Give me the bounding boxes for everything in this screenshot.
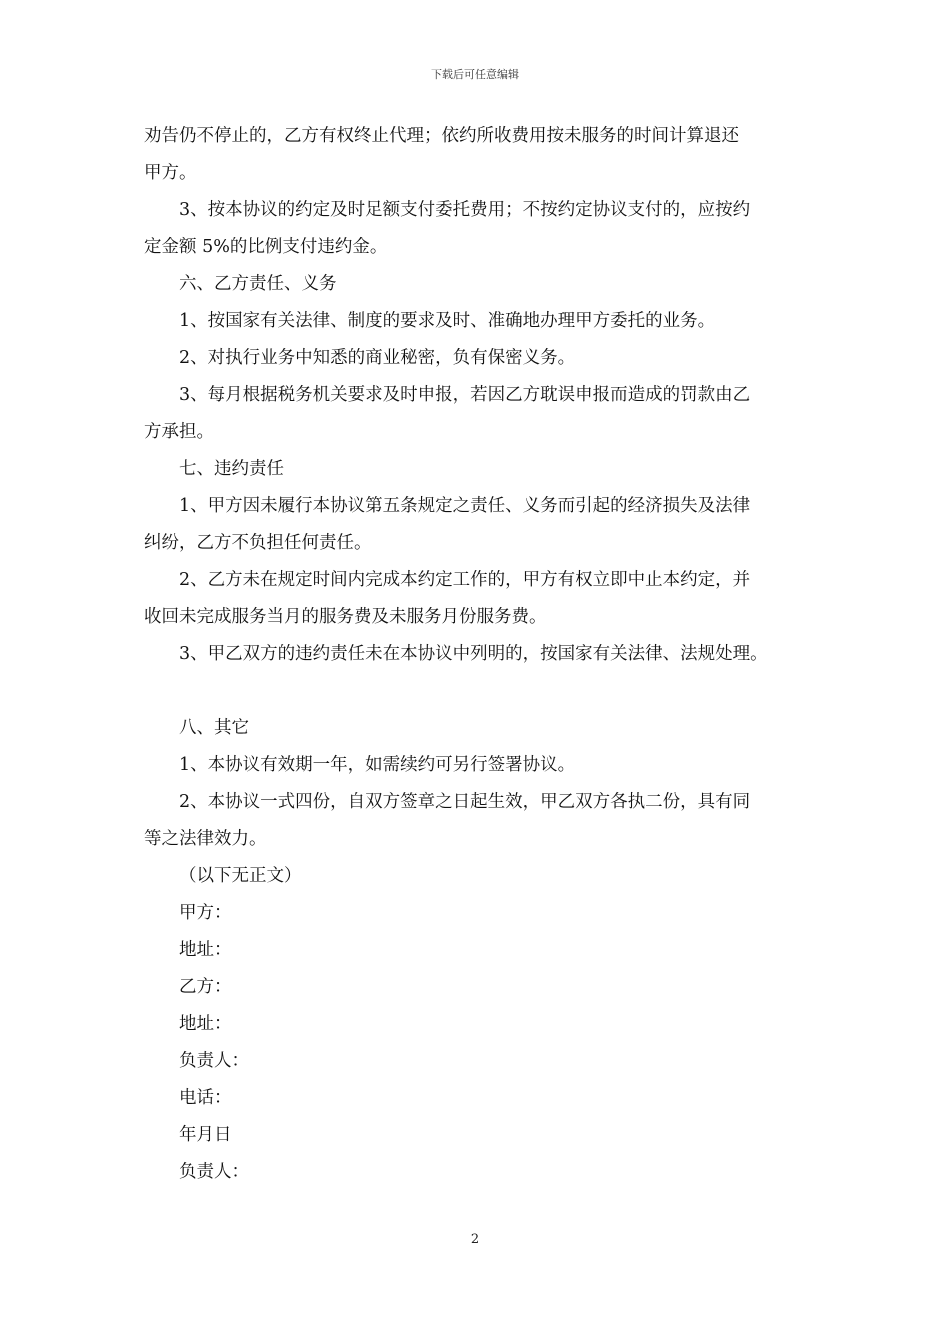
signature-address-b: 地址： xyxy=(179,1014,232,1034)
no-further-text-note: （以下无正文） xyxy=(179,866,302,886)
paragraph-line: 3、按本协议的约定及时足额支付委托费用；不按约定协议支付的，应按约 xyxy=(179,200,751,220)
paragraph-line: 劝告仍不停止的，乙方有权终止代理；依约所收费用按未服务的时间计算退还 xyxy=(144,126,739,146)
signature-date: 年月日 xyxy=(179,1125,232,1145)
paragraph-line: 2、对执行业务中知悉的商业秘密，负有保密义务。 xyxy=(179,348,576,368)
paragraph-line: 2、本协议一式四份，自双方签章之日起生效，甲乙双方各执二份，具有同 xyxy=(179,792,751,812)
paragraph-line: 收回未完成服务当月的服务费及未服务月份服务费。 xyxy=(144,607,547,627)
paragraph-line: 方承担。 xyxy=(144,422,214,442)
paragraph-line: 等之法律效力。 xyxy=(144,829,267,849)
paragraph-line: 2、乙方未在规定时间内完成本约定工作的，甲方有权立即中止本约定，并 xyxy=(179,570,751,590)
page-header: 下载后可任意编辑 xyxy=(431,68,519,81)
paragraph-line: 甲方。 xyxy=(144,163,197,183)
signature-party-a: 甲方： xyxy=(179,903,232,923)
paragraph-line: 3、每月根据税务机关要求及时申报，若因乙方耽误申报而造成的罚款由乙 xyxy=(179,385,751,405)
signature-phone: 电话： xyxy=(179,1088,232,1108)
paragraph-line: 1、按国家有关法律、制度的要求及时、准确地办理甲方委托的业务。 xyxy=(179,311,716,331)
paragraph-line: 定金额 5%的比例支付违约金。 xyxy=(144,237,388,257)
paragraph-line: 1、本协议有效期一年，如需续约可另行签署协议。 xyxy=(179,755,576,775)
section-heading: 八、其它 xyxy=(179,718,249,738)
paragraph-line: 纠纷，乙方不负担任何责任。 xyxy=(144,533,372,553)
signature-party-b: 乙方： xyxy=(179,977,232,997)
page-number: 2 xyxy=(470,1232,480,1247)
signature-responsible-person-2: 负责人： xyxy=(179,1162,249,1182)
document-body xyxy=(144,118,824,1191)
section-heading: 七、违约责任 xyxy=(179,459,284,479)
signature-address-a: 地址： xyxy=(179,940,232,960)
paragraph-line: 3、甲乙双方的违约责任未在本协议中列明的，按国家有关法律、法规处理。 xyxy=(179,644,768,664)
paragraph-line: 1、甲方因未履行本协议第五条规定之责任、义务而引起的经济损失及法律 xyxy=(179,496,751,516)
signature-responsible-person: 负责人： xyxy=(179,1051,249,1071)
blank-line xyxy=(144,673,824,710)
section-heading: 六、乙方责任、义务 xyxy=(179,274,337,294)
